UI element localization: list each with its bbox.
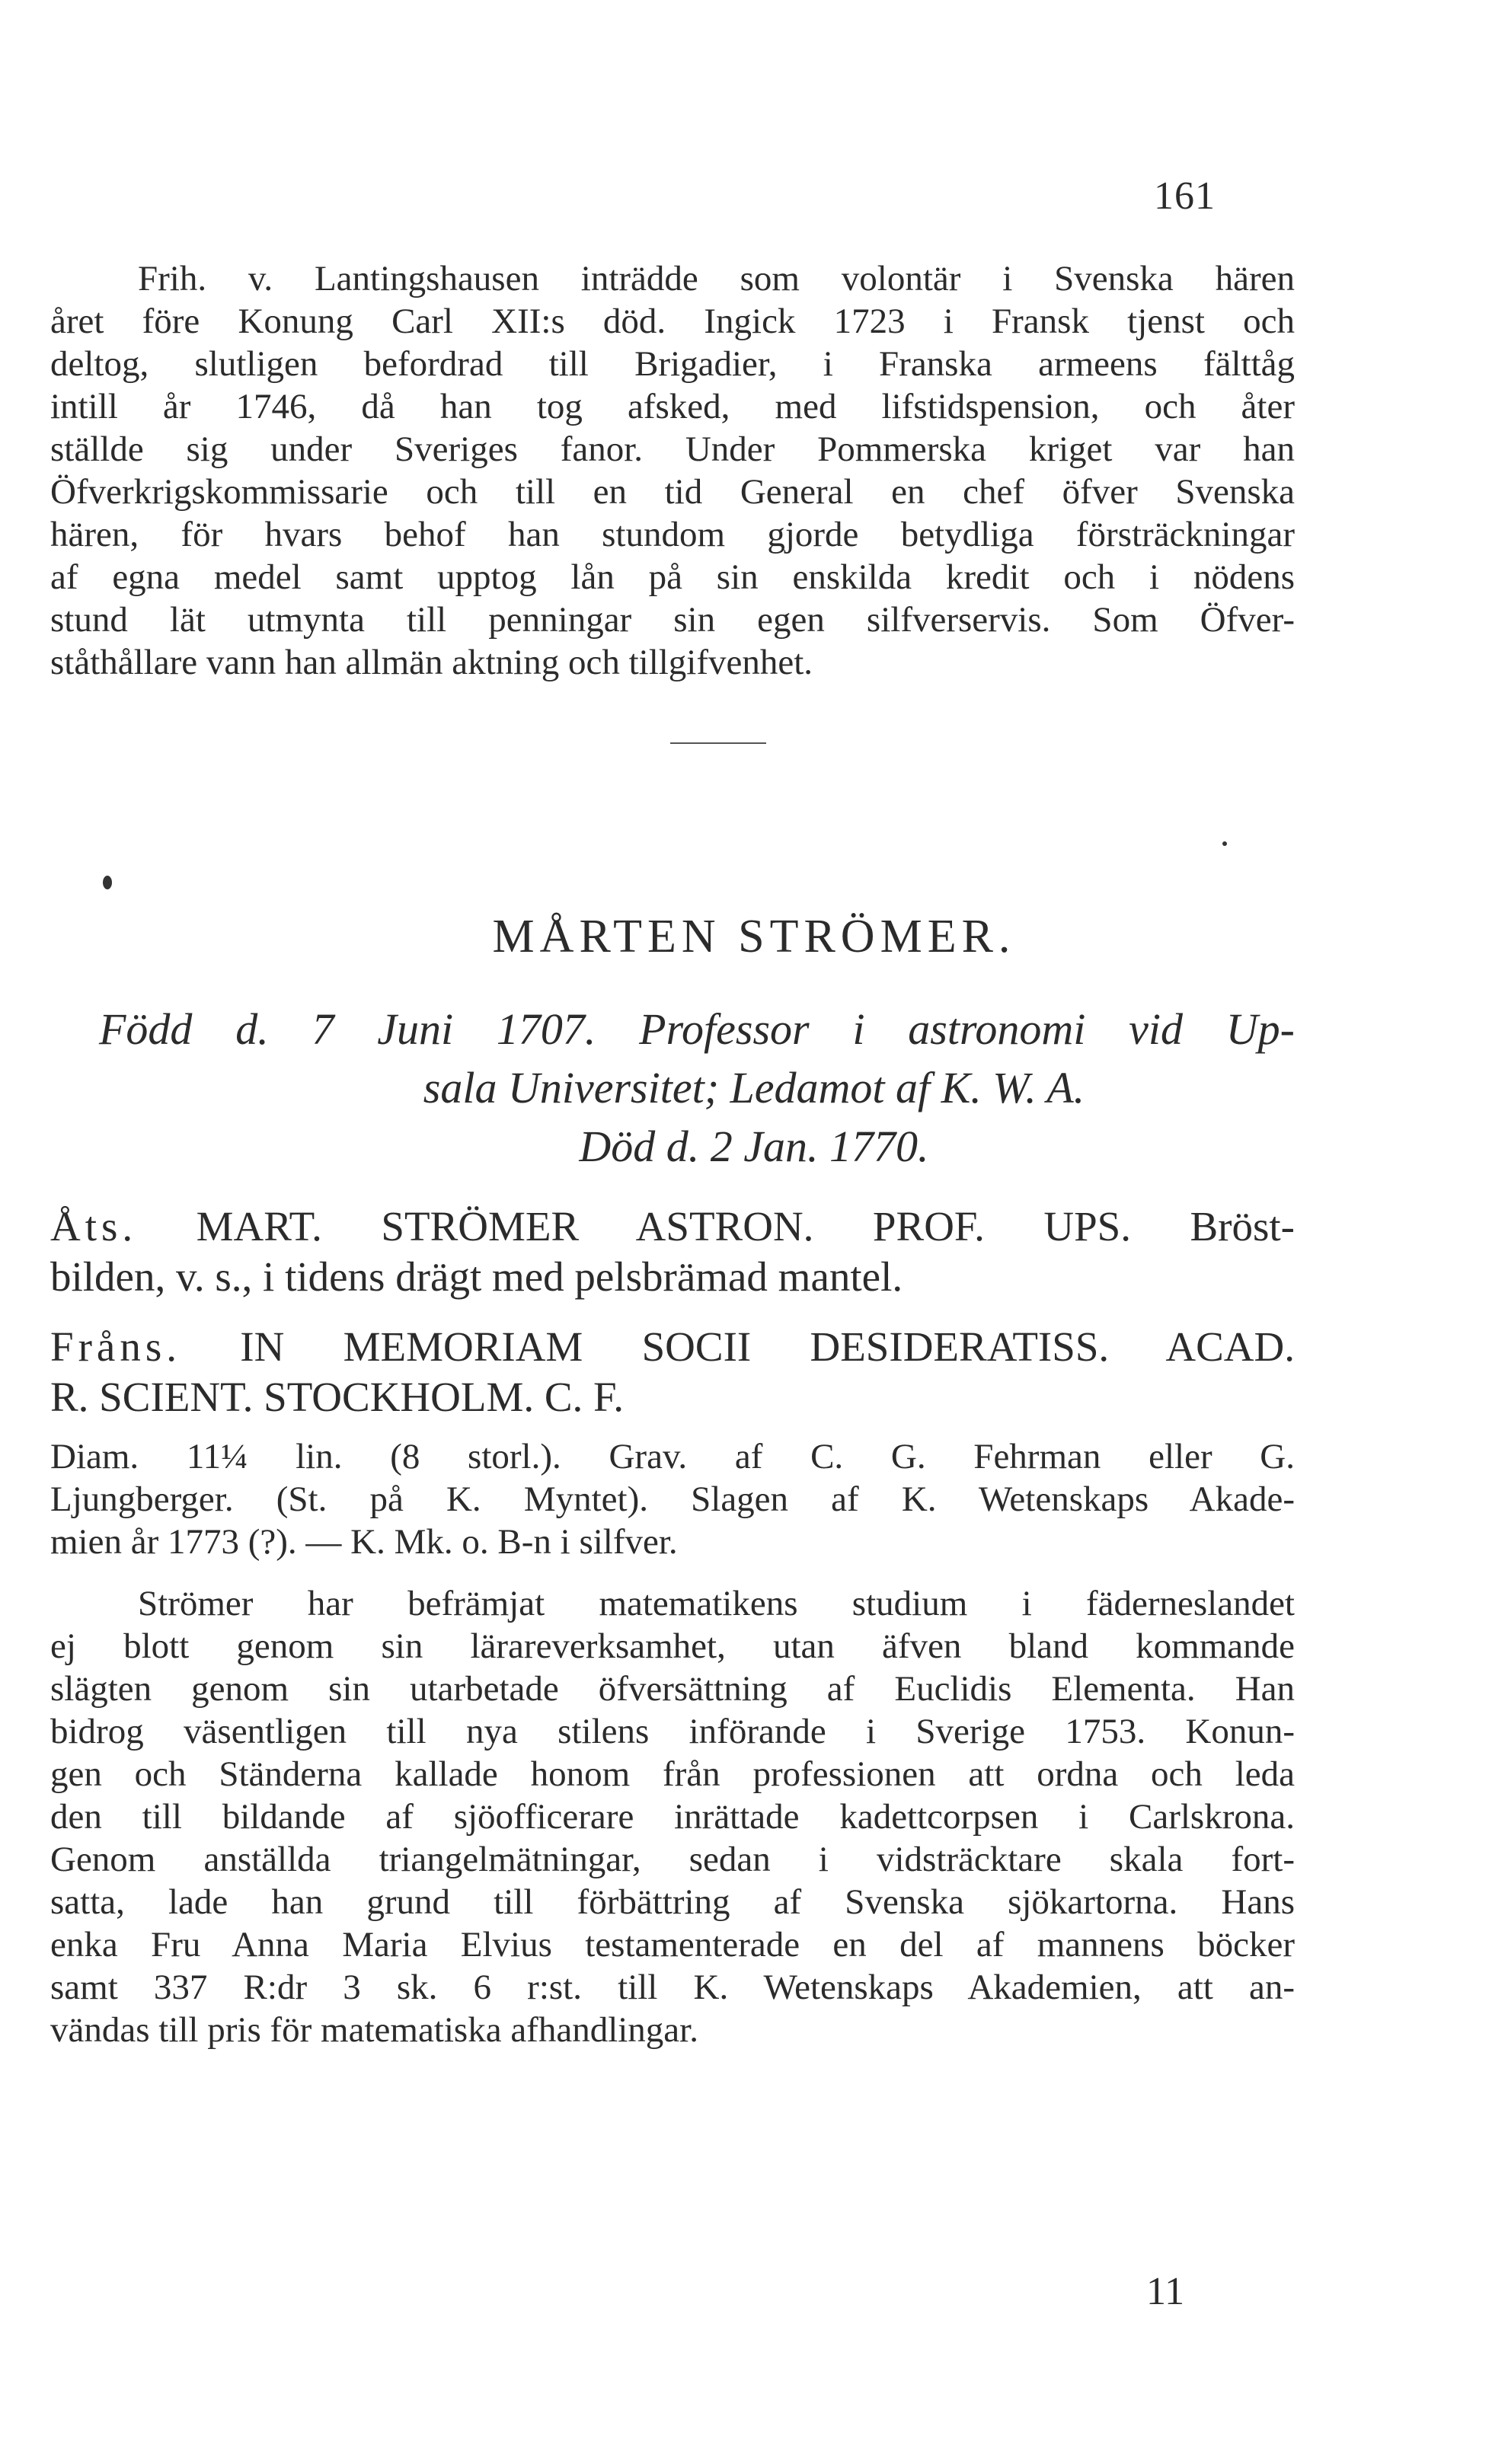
bio-line: sala Universitet; Ledamot af K. W. A. bbox=[423, 1063, 1085, 1112]
reverse-line: R. SCIENT. STOCKHOLM. C. F. bbox=[50, 1374, 624, 1420]
obverse-label: Åts. bbox=[50, 1203, 138, 1250]
text-line: ej blott genom sin lärareverksamhet, utan äfven bland kommande bbox=[50, 1626, 1295, 1666]
text-line: hären, för hvars behof han stundom gjorde betydliga försträckningar bbox=[50, 515, 1295, 554]
text-line: Frih. v. Lantingshausen inträdde som volontär i Svenska hären bbox=[138, 259, 1295, 298]
details-line: Diam. 11¼ lin. (8 storl.). Grav. af C. G. Fehrman eller G. bbox=[50, 1437, 1295, 1476]
obverse-legend: MART. STRÖMER ASTRON. PROF. UPS. Bröst- bbox=[196, 1203, 1295, 1250]
details-line: Ljungberger. (St. på K. Myntet). Slagen af K. Wetenskaps Akade- bbox=[50, 1479, 1295, 1519]
entry-title: MÅRTEN STRÖMER. bbox=[492, 911, 1016, 962]
text-line: stund lät utmynta till penningar sin egen silfverservis. Som Öfver- bbox=[50, 600, 1295, 640]
scan-speck bbox=[1222, 841, 1227, 846]
reverse-legend: IN MEMORIAM SOCII DESIDERATISS. ACAD. bbox=[240, 1323, 1295, 1370]
text-line: bidrog väsentligen till nya stilens införande i Sverige 1753. Konun- bbox=[50, 1712, 1295, 1751]
text-line: gen och Ständerna kallade honom från professionen att ordna och leda bbox=[50, 1754, 1295, 1794]
text-line: Öfverkrigskommissarie och till en tid General en chef öfver Svenska bbox=[50, 472, 1295, 512]
signature-mark: 11 bbox=[1146, 2270, 1185, 2313]
text-line: ställde sig under Sveriges fanor. Under Pommerska kriget var han bbox=[50, 429, 1295, 469]
text-line: Strömer har befrämjat matematikens studium i fäderneslandet bbox=[138, 1584, 1295, 1623]
obverse-line: bilden, v. s., i tidens drägt med pelsbrämad mantel. bbox=[50, 1253, 903, 1300]
text-line: Genom anställda triangelmätningar, sedan i vidsträcktare skala fort- bbox=[50, 1840, 1295, 1879]
scan-speck bbox=[103, 876, 112, 889]
section-divider bbox=[670, 742, 766, 744]
reverse-line bbox=[50, 1322, 1295, 1372]
bio-line: Död d. 2 Jan. 1770. bbox=[579, 1122, 929, 1171]
bio-line: Född d. 7 Juni 1707. Professor i astronomi vid Up- bbox=[99, 1004, 1295, 1054]
text-line: samt 337 R:dr 3 sk. 6 r:st. till K. Wetenskaps Akademien, att an- bbox=[50, 1968, 1295, 2007]
text-line: deltog, slutligen befordrad till Brigadier, i Franska armeens fälttåg bbox=[50, 344, 1295, 384]
text-line: slägten genom sin utarbetade öfversättning af Euclidis Elementa. Han bbox=[50, 1669, 1295, 1709]
text-line: året före Konung Carl XII:s död. Ingick 1723 i Fransk tjenst och bbox=[50, 302, 1295, 341]
text-line: enka Fru Anna Maria Elvius testamenterade en del af mannens böcker bbox=[50, 1925, 1295, 1964]
text-line: vändas till pris för matematiska afhandlingar. bbox=[50, 2010, 698, 2050]
text-line: satta, lade han grund till förbättring af Svenska sjökartorna. Hans bbox=[50, 1882, 1295, 1922]
obverse-line bbox=[50, 1202, 1295, 1252]
reverse-label: Fråns. bbox=[50, 1323, 181, 1370]
text-line: af egna medel samt upptog lån på sin enskilda kredit och i nödens bbox=[50, 557, 1295, 597]
text-line: den till bildande af sjöofficerare inrättade kadettcorpsen i Carlskrona. bbox=[50, 1797, 1295, 1837]
page-number: 161 bbox=[1154, 174, 1216, 218]
text-line: ståthållare vann han allmän aktning och tillgifvenhet. bbox=[50, 643, 813, 682]
details-line: mien år 1773 (?). — K. Mk. o. B-n i silfver. bbox=[50, 1522, 678, 1562]
text-line: intill år 1746, då han tog afsked, med lifstidspension, och åter bbox=[50, 387, 1295, 426]
